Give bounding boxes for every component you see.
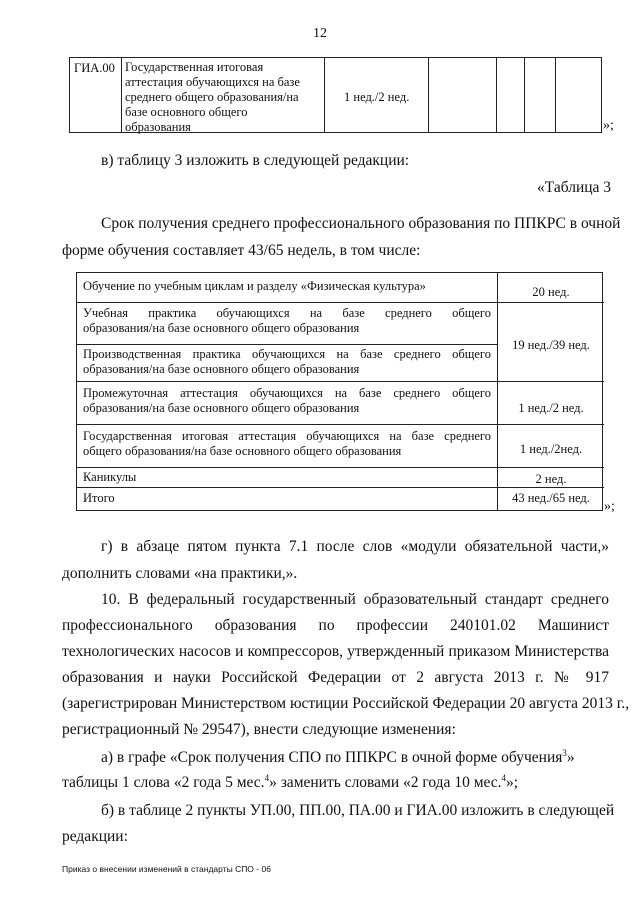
row-name <box>125 60 320 135</box>
table-row-label <box>83 429 491 459</box>
paragraph-10: регистрационный № 29547), внести следующие изменения: <box>62 721 456 738</box>
label-line: общего образования/на базе основного общего образования <box>83 444 402 458</box>
closing-quote: »; <box>604 499 615 514</box>
paragraph-10: технологических насосов и компрессоров, утвержденный приказом Министерства <box>62 643 609 660</box>
label-line: образования/на базе основного общего образования <box>83 321 360 335</box>
intro-line: форме обучения составляет 43/65 недель, в том числе: <box>62 242 421 259</box>
item-a-text: »; <box>506 774 519 792</box>
table-cell <box>525 58 556 132</box>
table-row-value: 43 нед./65 нед. <box>512 491 590 505</box>
table-row-label: Итого <box>83 491 115 505</box>
gia-table <box>69 57 602 133</box>
name-line: Государственная итоговая <box>125 60 264 74</box>
paragraph-10: (зарегистрирован Министерством юстиции Российской Федерации 20 августа 2013 г., <box>62 695 630 712</box>
row-divider <box>77 487 604 488</box>
label-line: Производственная практика обучающихся на базе среднего общего <box>83 347 491 361</box>
item-b: б) в таблице 2 пункты УП.00, ПП.00, ПА.00 и ГИА.00 изложить в следующей <box>101 802 615 819</box>
label-line: образования/на базе основного общего образования <box>83 362 360 376</box>
row-divider <box>77 467 604 468</box>
intro-line: Срок получения среднего профессионального образования по ППКРС в очной <box>101 215 621 232</box>
table-cell <box>429 58 497 132</box>
table-row-label <box>83 347 491 377</box>
name-line: образования <box>125 120 191 134</box>
footnote-ref: 4 <box>501 773 507 783</box>
label-line: Учебная практика обучающихся на базе среднего общего <box>83 306 491 320</box>
merged-value: 19 нед./39 нед. <box>512 338 590 352</box>
item-a <box>62 773 518 792</box>
table-row-label: Обучение по учебным циклам и разделу «Физическая культура» <box>83 279 426 293</box>
row-divider <box>77 424 604 425</box>
table-row-value: 1 нед./2 нед. <box>518 401 584 415</box>
item-g: г) в абзаце пятом пункта 7.1 после слов «модули обязательной части,» <box>101 538 609 555</box>
item-g: дополнить словами «на практики,». <box>62 565 298 582</box>
paragraph-10: образования и науки Российской Федерации от 2 августа 2013 г. № 917 <box>62 669 609 686</box>
table-cell <box>497 58 525 132</box>
table-row-value: 20 нед. <box>532 285 570 299</box>
item-b: редакции: <box>62 828 128 845</box>
name-line: аттестация обучающихся на базе <box>125 75 300 89</box>
table-caption: «Таблица 3 <box>537 179 612 196</box>
page-footer: Приказ о внесении изменений в стандарты СПО - 06 <box>62 864 271 874</box>
row-divider <box>77 302 604 303</box>
table-row-label: Каникулы <box>83 470 137 484</box>
item-a-text: а) в графе «Срок получения СПО по ППКРС в очной форме обучения <box>101 749 563 767</box>
row-duration: 1 нед./2 нед. <box>344 90 410 104</box>
paragraph-10: профессионального образования по профессии 240101.02 Машинист <box>62 617 609 634</box>
column-divider <box>497 273 498 510</box>
duration-table <box>76 272 603 511</box>
name-line: базе основного общего <box>125 105 248 119</box>
paragraph-10: 10. В федеральный государственный образовательный стандарт среднего <box>101 591 609 608</box>
table-row-value: 2 нед. <box>535 472 567 486</box>
footnote-ref: 3 <box>562 748 567 758</box>
label-line: Государственная итоговая аттестация обучающихся на базе среднего <box>83 429 491 443</box>
table-row-label <box>83 386 491 416</box>
item-a-text: » заменить словами «2 года 10 мес. <box>269 774 502 792</box>
page-number: 12 <box>313 26 327 41</box>
item-a-text: таблицы 1 слова «2 года 5 мес. <box>62 774 265 792</box>
item-a <box>101 748 609 767</box>
label-line: образования/на базе основного общего образования <box>83 401 360 415</box>
table-row-value: 1 нед./2нед. <box>519 442 583 456</box>
item-v: в) таблицу 3 изложить в следующей редакции: <box>101 152 410 169</box>
item-a-text: » <box>566 749 575 767</box>
row-code: ГИА.00 <box>74 61 115 75</box>
row-divider <box>77 381 604 382</box>
table-row-label <box>83 306 491 336</box>
closing-quote: »; <box>603 118 614 133</box>
label-line: Промежуточная аттестация обучающихся на базе среднего общего <box>83 386 491 400</box>
row-divider <box>77 344 497 345</box>
name-line: среднего общего образования/на <box>125 90 299 104</box>
footnote-ref: 4 <box>264 773 270 783</box>
